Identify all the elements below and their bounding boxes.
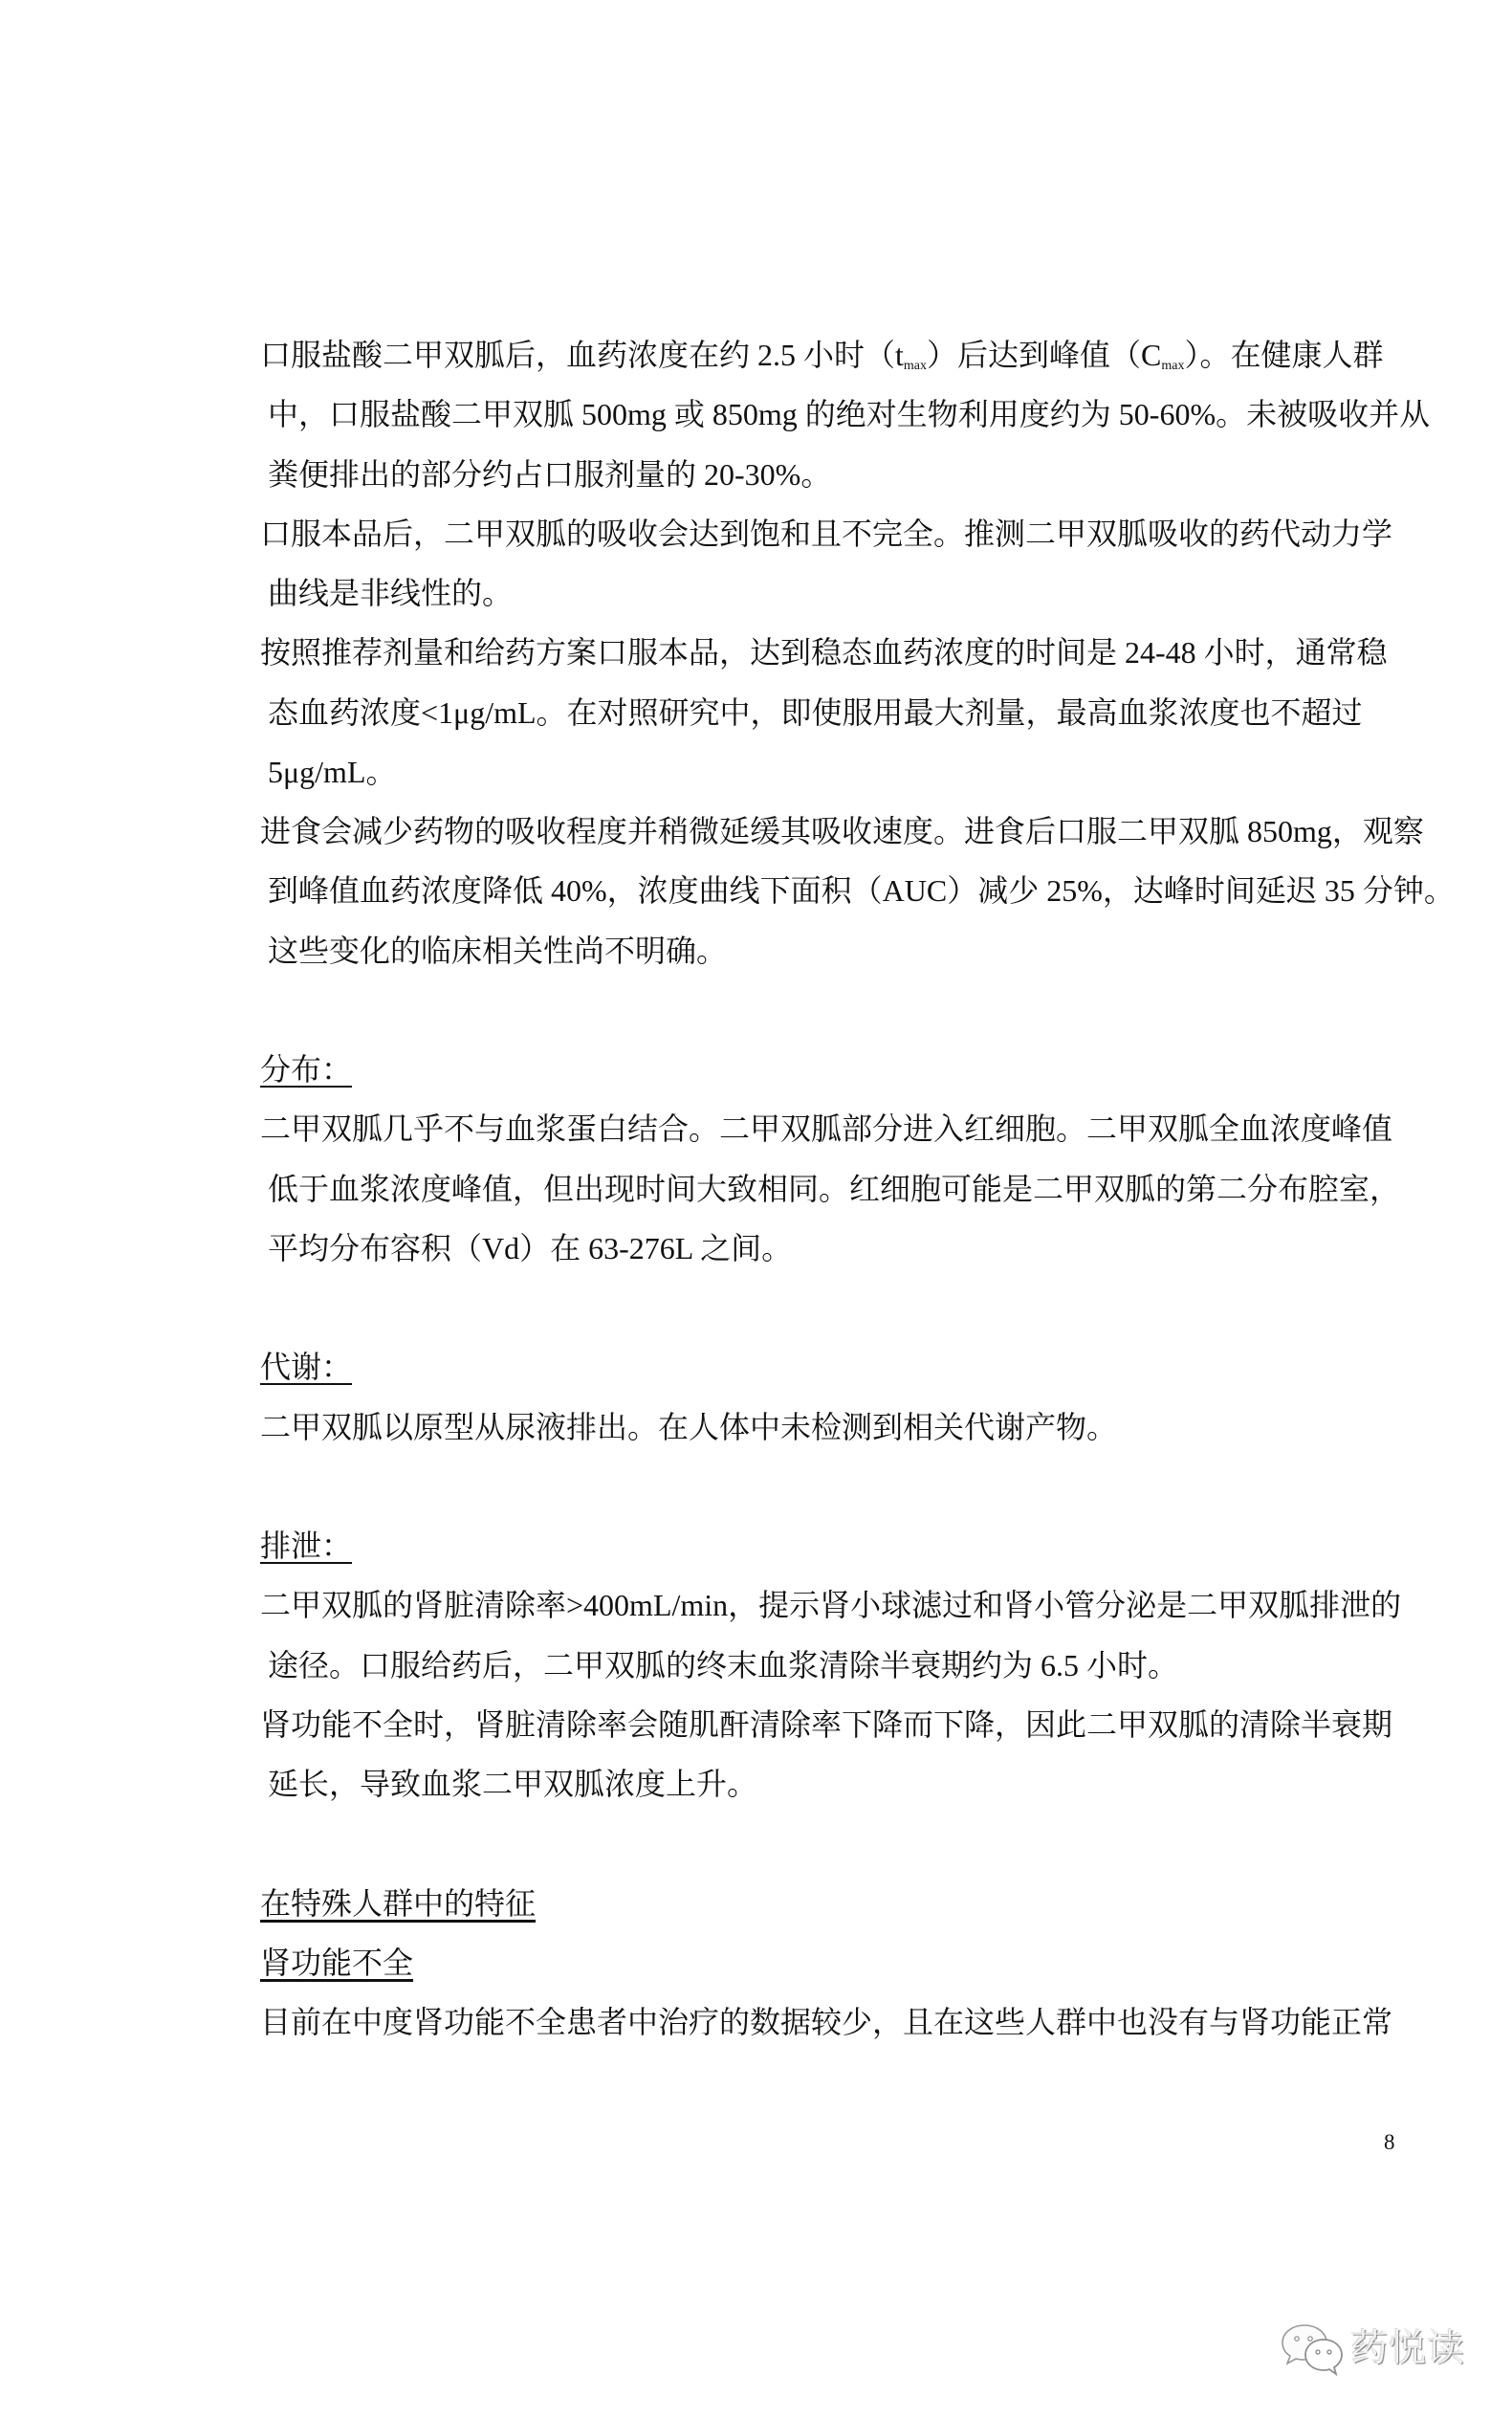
watermark-text: 药悦读: [1350, 2327, 1466, 2370]
blank-line: [260, 980, 1455, 1040]
subheading-text: 肾功能不全: [260, 1945, 414, 1980]
excretion-p1-line2: 途径。口服给药后，二甲双胍的终末血浆清除半衰期约为 6.5 小时。: [268, 1647, 1179, 1682]
section-heading-distribution: [260, 1040, 1455, 1099]
heading-text: 分布：: [260, 1052, 353, 1087]
absorption-p3-line1: 按照推荐剂量和给药方案口服本品，达到稳态血药浓度的时间是 24-48 小时，通常稳: [260, 635, 1388, 671]
distribution-line2: 低于血浆浓度峰值，但出现时间大致相同。红细胞可能是二甲双胍的第二分布腔室，: [268, 1171, 1401, 1206]
heading-text: 代谢：: [260, 1350, 353, 1385]
metabolism-line1: 二甲双胍以原型从尿液排出。在人体中未检测到相关代谢产物。: [260, 1409, 1118, 1444]
absorption-p3-line2: 态血药浓度<1μg/mL。在对照研究中，即使服用最大剂量，最高血浆浓度也不超过: [268, 694, 1363, 730]
subheading-renal-impairment: [260, 1933, 1455, 1992]
blank-line: [260, 1457, 1455, 1516]
absorption-p1-line1: [260, 325, 1455, 385]
excretion-p2-line1: 肾功能不全时，肾脏清除率会随肌酐清除率下降而下降，因此二甲双胍的清除半衰期: [260, 1706, 1393, 1742]
subscript-max: max: [1161, 359, 1185, 373]
absorption-p1-line3: 粪便排出的部分约占口服剂量的 20-30%。: [268, 456, 832, 492]
heading-text: 在特殊人群中的特征: [260, 1885, 537, 1921]
distribution-line1: 二甲双胍几乎不与血浆蛋白结合。二甲双胍部分进入红细胞。二甲双胍全血浓度峰值: [260, 1111, 1393, 1147]
absorption-p3-line3: 5μg/mL。: [268, 754, 397, 789]
absorption-p2-line2: 曲线是非线性的。: [268, 576, 514, 610]
heading-text: 排泄：: [260, 1528, 353, 1563]
excretion-p1-line1: 二甲双胍的肾脏清除率>400mL/min，提示肾小球滤过和肾小管分泌是二甲双胍排泄的: [260, 1588, 1402, 1623]
page-number: 8: [1384, 2130, 1395, 2154]
text-segment: ）。在健康人群: [1184, 338, 1384, 372]
section-heading-metabolism: [260, 1337, 1455, 1396]
document-body: [260, 325, 1455, 2052]
watermark: [1280, 2320, 1465, 2378]
distribution-line3: 平均分布容积（Vd）在 63-276L 之间。: [268, 1230, 793, 1265]
subscript-max: max: [903, 359, 928, 373]
absorption-p4-line2: 到峰值血药浓度降低 40%，浓度曲线下面积（AUC）减少 25%，达峰时间延迟 35 分钟。: [268, 873, 1455, 909]
absorption-p1-line2: 中，口服盐酸二甲双胍 500mg 或 850mg 的绝对生物利用度约为 50-60%。未被吸收并从: [268, 397, 1431, 432]
blank-line: [260, 1278, 1455, 1337]
text-segment: ）后达到峰值（C: [927, 338, 1162, 372]
blank-line: [260, 1814, 1455, 1873]
absorption-p4-line1: 进食会减少药物的吸收程度并稍微延缓其吸收速度。进食后口服二甲双胍 850mg，观察: [260, 814, 1424, 848]
absorption-p4-line3: 这些变化的临床相关性尚不明确。: [268, 933, 728, 968]
absorption-p2-line1: 口服本品后，二甲双胍的吸收会达到饱和且不完全。推测二甲双胍吸收的药代动力学: [260, 516, 1393, 551]
special-populations-line1: 目前在中度肾功能不全患者中治疗的数据较少，且在这些人群中也没有与肾功能正常: [260, 2005, 1393, 2039]
excretion-p2-line2: 延长，导致血浆二甲双胍浓度上升。: [268, 1767, 758, 1801]
text-segment: 口服盐酸二甲双胍后，血药浓度在约 2.5 小时（t: [260, 338, 904, 372]
section-heading-excretion: [260, 1516, 1455, 1575]
section-heading-special-populations: [260, 1874, 1455, 1933]
wechat-icon: [1280, 2320, 1345, 2378]
